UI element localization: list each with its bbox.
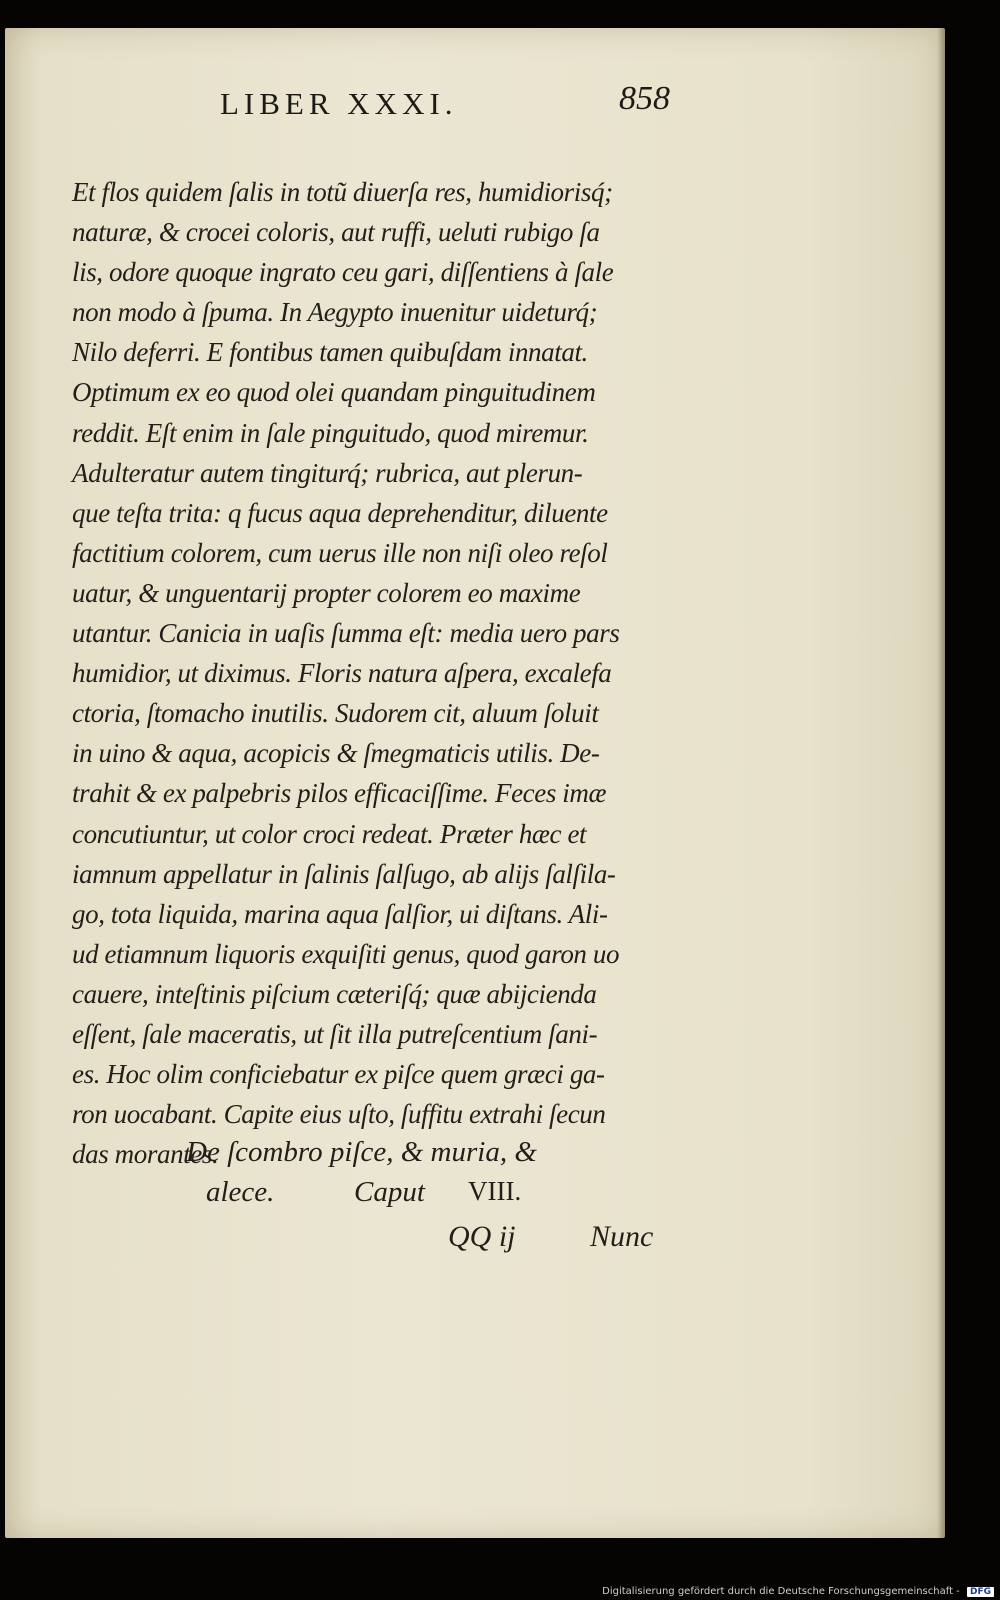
text-line: iamnum appellatur in ſalinis ſalſugo, ab alijs ſalſila- xyxy=(72,858,616,889)
credit-text: Digitalisierung gefördert durch die Deutsche Forschungsgemeinschaft - xyxy=(602,1586,960,1597)
text-line: das morantes. xyxy=(72,1139,219,1170)
text-line: Nilo deferri. E fontibus tamen quibuſdam innatat. xyxy=(72,337,588,368)
dfg-logo-icon: DFG xyxy=(967,1587,994,1597)
chapter-title-line: alece. xyxy=(206,1176,275,1208)
page-footer xyxy=(440,1220,680,1260)
text-line: reddit. Eſt enim in ſale pinguitudo, quod miremur. xyxy=(72,417,589,448)
running-title: LIBER XXXI. xyxy=(220,86,458,121)
text-line: ud etiamnum liquoris exquiſiti genus, quod garon uo xyxy=(72,938,620,969)
text-line: ctoria, ſtomacho inutilis. Sudorem cit, aluum ſoluit xyxy=(72,698,599,729)
text-line: Optimum ex eo quod olei quandam pinguitudinem xyxy=(72,377,596,408)
text-line: utantur. Canicia in uaſis ſumma eſt: media uero pars xyxy=(72,618,620,649)
chapter-number: VIII. xyxy=(468,1176,522,1206)
text-line: naturæ, & crocei coloris, aut ruffi, ueluti rubigo ſa xyxy=(72,217,600,248)
text-line: uatur, & unguentarij propter colorem eo maxime xyxy=(72,577,581,608)
text-line: cauere, inteſtinis piſcium cæteriſq́; quæ abijcienda xyxy=(72,978,597,1009)
text-line: trahit & ex palpebris pilos efficaciſſime. Feces imæ xyxy=(72,778,607,809)
folio-number: 858 xyxy=(619,80,670,117)
page-edge-shadow xyxy=(937,28,945,1538)
text-line: eſſent, ſale maceratis, ut ſit illa putreſcentium ſani- xyxy=(72,1018,598,1049)
chapter-caput-label: Caput xyxy=(354,1176,425,1208)
text-line: in uino & aqua, acopicis & ſmegmaticis utilis. De- xyxy=(72,738,600,769)
text-line: Et flos quidem ſalis in totũ diuerſa res, humidiorisq́; xyxy=(72,177,613,207)
text-line: Adulteratur autem tingiturq́; rubrica, aut plerun- xyxy=(72,457,583,488)
body-text-block xyxy=(72,172,672,1174)
text-line: factitium colorem, cum uerus ille non niſi oleo reſol xyxy=(72,537,608,568)
text-line: lis, odore quoque ingrato ceu gari, diſſentiens à ſale xyxy=(72,257,614,288)
text-line: go, tota liquida, marina aqua ſalſior, ui diſtans. Ali- xyxy=(72,898,608,929)
text-line: non modo à ſpuma. In Aegypto inuenitur uideturq́; xyxy=(72,297,598,328)
signature-mark: QQ ij xyxy=(448,1220,516,1253)
text-line: que teſta trita: q fucus aqua deprehenditur, diluente xyxy=(72,497,608,528)
chapter-title-line: De ſcombro piſce, & muria, & xyxy=(186,1136,537,1168)
text-line: ron uocabant. Capite eius uſto, ſuffitu extrahi ſecun xyxy=(72,1099,606,1130)
text-line: concutiuntur, ut color croci redeat. Præter hæc et xyxy=(72,818,587,849)
text-line: humidior, ut diximus. Floris natura aſpera, excalefa xyxy=(72,658,612,689)
running-header xyxy=(220,80,670,130)
digitization-credit xyxy=(602,1586,994,1597)
text-line: es. Hoc olim conficiebatur ex piſce quem græci ga- xyxy=(72,1059,605,1090)
catchword: Nunc xyxy=(590,1220,654,1253)
